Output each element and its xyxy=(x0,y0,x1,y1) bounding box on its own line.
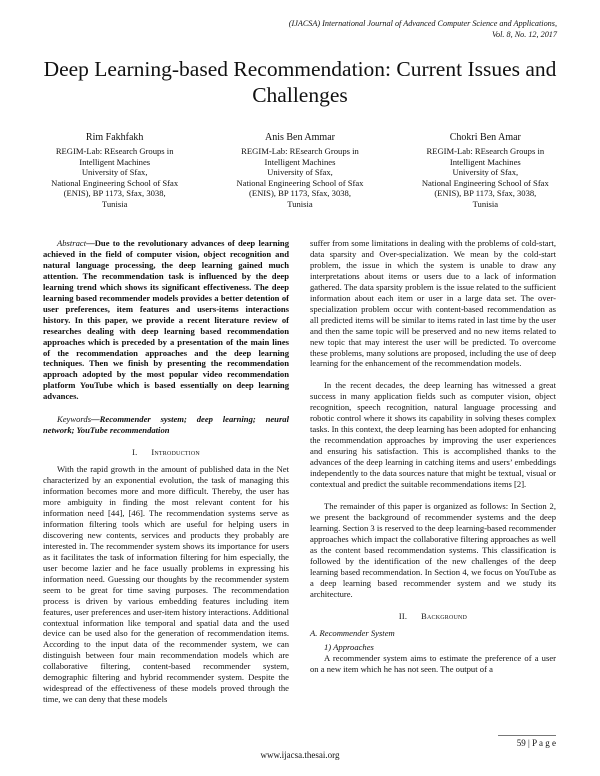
section-title: Introduction xyxy=(151,448,200,458)
abstract-text: —Due to the revolutionary advances of deep learning achieved in the field of computer vision, object recognition and natural language processing, the deep learning gained much attention. The recommendation task is influenced by the deep learning trend which shows its significant effectiveness. The deep learning based recommender models provides a better detention of user preferences, item features and users-items interactions history. In this paper, we provide a recent literature review of researches dealing with deep learning based recommendation approaches which is preceded by a presentation of the main lines of the recommendation approaches and the deep learning techniques. Then we finish by presenting the recommendation approach adopted by the most popular video recommendation platform YouTube which is based essentially on deep learning advances. xyxy=(43,238,289,402)
left-column xyxy=(43,238,289,705)
author-affiliation: National Engineering School of Sfax xyxy=(51,177,179,188)
journal-header xyxy=(137,19,557,40)
author-2 xyxy=(207,131,392,210)
subsubsection-heading: 1) Approaches xyxy=(324,642,374,653)
journal-volume: Vol. 8, No. 12, 2017 xyxy=(491,29,557,39)
section-number: II. xyxy=(398,611,408,621)
journal-name: (IJACSA) International Journal of Advanced Computer Science and Applications, xyxy=(288,19,557,28)
footer-url: www.ijacsa.thesai.org xyxy=(260,750,340,760)
paragraph: A recommender system aims to estimate the preference of a user on a new item which he has not seen. The output of a xyxy=(310,653,556,675)
author-name: Rim Fakhfakh xyxy=(85,132,144,143)
abstract-label: Abstract xyxy=(57,238,87,248)
section-heading xyxy=(310,612,556,623)
footer-divider xyxy=(498,735,556,736)
author-affiliation: REGIM-Lab: REsearch Groups in xyxy=(426,146,545,156)
paragraph: In the recent decades, the deep learning has witnessed a great success in many application fields such as computer vision, object recognition, speech recognition, natural language processing and robotic control where it shows its capability in solving theses complex tasks. In this context, the deep learning has been adopted for enhancing the recommendation approaches by improving the user experiences and ensuring his satisfaction. This is accomplished thanks to the advances of the deep learning in catching items and users’ embeddings independently to the data sources nature that might be textual, visual or contextual and predict the suitable recommendations items [2]. xyxy=(310,380,556,490)
author-affiliation: (ENIS), BP 1173, Sfax, 3038, xyxy=(248,188,351,199)
keywords xyxy=(43,414,289,436)
author-affiliation: Tunisia xyxy=(101,198,128,209)
author-affiliation: National Engineering School of Sfax xyxy=(421,177,549,188)
right-column xyxy=(310,238,556,675)
keywords-text: —Recommender system; deep learning; neural network; YouTube recommendation xyxy=(43,414,289,436)
paragraph-continued: suffer from some limitations in dealing with the problems of cold-start, data sparsity and Over-specialization. We mean by the cold-start problem, the issue in which the system is unable to draw any interpretations about items or users due to a lack of information gathered. The data sparsity problem is the issue related to the sufficient information about each item or user in a large data set. The over-specialization problem occur with content-based recommendation as all predicted items will be similar to items rated in last time by the user and then the same topic will be preserved and no new items related to new topic that may interest the user will be predicted. To overcome these problems, many solutions are proposed, including the use of deep learning for the enhancement of the recommendation models. xyxy=(310,238,556,369)
page-number: 59 | P a g e xyxy=(516,738,556,748)
section-heading xyxy=(43,448,289,459)
section-title: Background xyxy=(421,611,468,621)
author-affiliation: Tunisia xyxy=(472,198,499,209)
author-affiliation: National Engineering School of Sfax xyxy=(236,177,364,188)
author-affiliation: Intelligent Machines xyxy=(79,156,151,167)
author-block xyxy=(22,131,578,210)
author-affiliation: Intelligent Machines xyxy=(264,156,336,167)
author-affiliation: University of Sfax, xyxy=(81,167,148,178)
author-affiliation: REGIM-Lab: REsearch Groups in xyxy=(241,146,359,156)
paragraph: With the rapid growth in the amount of published data in the Net characterized by an exponential evolution, the task of managing this information becomes more and more difficult. Thereby, the user has more ambiguity in finding the most relevant content for his information need [44], [46]. The recommendation systems serve as information filtering tools which are useful for helping users in discovering new contents, services and products they probably are interested in. The recommender system shows its importance for users as it facilitates the task of information filtering for him especially, the user become lazier and he face usually problems in expressing his information need. Guessing our thoughts by the recommender system seem to be great for time saving purposes. The recommendation process is driven by various embedding features including item features, user preferences and user-item history interactions. Additional contextual information like temporal and spatial data and the used device can be used also for the generation of recommendation items. According to the input data of the recommender system, we can distinguish between four main recommendation models which are collaborative filtering, content-based recommender system, demographic filtering and hybrid recommender system. Despite the widespread of the effectiveness of these models proved through the time, we can deny that these models xyxy=(43,464,289,705)
author-affiliation: REGIM-Lab: REsearch Groups in xyxy=(55,146,174,156)
author-name: Chokri Ben Amar xyxy=(449,132,521,143)
paper-title: Deep Learning-based Recommendation: Current Issues and Challenges xyxy=(43,57,557,107)
author-name: Anis Ben Ammar xyxy=(264,132,335,143)
section-number: I. xyxy=(132,448,138,458)
author-affiliation: (ENIS), BP 1173, Sfax, 3038, xyxy=(434,188,537,199)
subsection-heading: A. Recommender System xyxy=(310,627,395,638)
author-1 xyxy=(22,131,207,210)
author-affiliation: Intelligent Machines xyxy=(449,156,521,167)
author-affiliation: University of Sfax, xyxy=(452,167,519,178)
abstract xyxy=(43,238,289,402)
author-affiliation: University of Sfax, xyxy=(267,167,333,178)
author-affiliation: Tunisia xyxy=(287,198,313,209)
keywords-label: Keywords xyxy=(57,414,92,425)
author-affiliation: (ENIS), BP 1173, Sfax, 3038, xyxy=(63,188,166,199)
paragraph: The remainder of this paper is organized as follows: In Section 2, we present the background of recommender systems and the deep learning. Section 3 is reserved to the deep learning-based recommender approaches which impact the collaborative filtering approaches as well as the content based recommendation systems. This classification is followed by the identification of the new challenges of the deep learning based recommendation. In Section 4, we focus on YouTube as a deep learning based recommender system and we study its architecture. xyxy=(310,500,556,599)
author-3 xyxy=(393,131,578,210)
